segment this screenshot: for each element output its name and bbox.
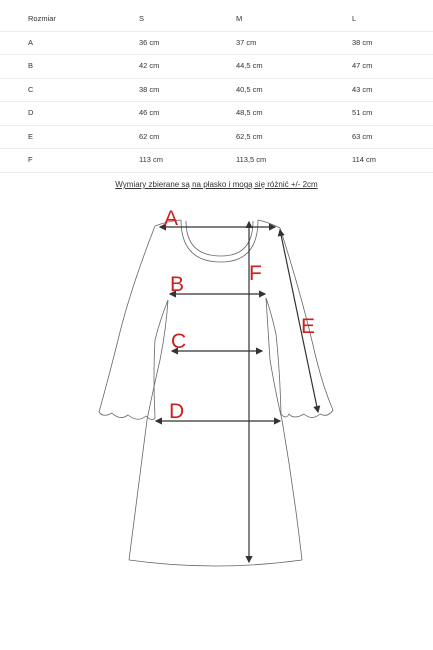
row-label: A [28,37,34,47]
row-label: F [28,155,33,164]
body-left-side [129,300,168,560]
cell-l: 38 cm [352,37,373,47]
dress-outline [99,220,333,566]
measurement-note: Wymiary zbierane są na płasko i mogą się różnić +/- 2cm [115,180,318,189]
size-table [0,8,433,173]
row-label: C [28,84,34,94]
label-b: B [170,273,185,296]
table-row [0,55,433,79]
cell-m: 37 cm [236,37,257,47]
row-label: E [28,131,34,141]
cell-m: 44,5 cm [236,61,263,70]
label-a: A [164,207,179,230]
label-c: C [171,330,187,353]
neckline-inner [186,221,253,256]
table-header-row [0,8,433,32]
cell-s: 38 cm [139,84,160,94]
table-row [0,79,433,103]
header-cell-size: Rozmiar [28,14,56,23]
label-e: E [301,315,316,338]
cell-l: 51 cm [352,108,373,117]
cell-l: 43 cm [352,84,373,94]
left-sleeve [99,226,168,420]
header-cell-l: L [352,14,357,23]
cell-s: 113 cm [139,155,164,164]
dress-measurement-diagram [0,195,433,595]
table-row [0,32,433,56]
table-row [0,102,433,126]
table-row [0,149,433,173]
header-cell-m: M [236,14,243,23]
body-right-side [266,298,302,560]
cell-l: 47 cm [352,61,373,70]
cell-m: 113,5 cm [236,155,267,164]
cell-s: 46 cm [139,108,160,117]
cell-l: 63 cm [352,131,373,141]
cell-s: 62 cm [139,131,160,141]
label-f: F [249,262,262,285]
cell-s: 36 cm [139,37,160,47]
row-label: B [28,61,34,70]
table-row [0,126,433,150]
cell-s: 42 cm [139,61,160,70]
label-d: D [169,400,185,423]
row-label: D [28,108,34,117]
cell-l: 114 cm [352,155,377,164]
cell-m: 62,5 cm [236,131,263,141]
header-cell-s: S [139,14,145,23]
cell-m: 40,5 cm [236,84,263,94]
hem [129,560,302,566]
cell-m: 48,5 cm [236,108,263,117]
